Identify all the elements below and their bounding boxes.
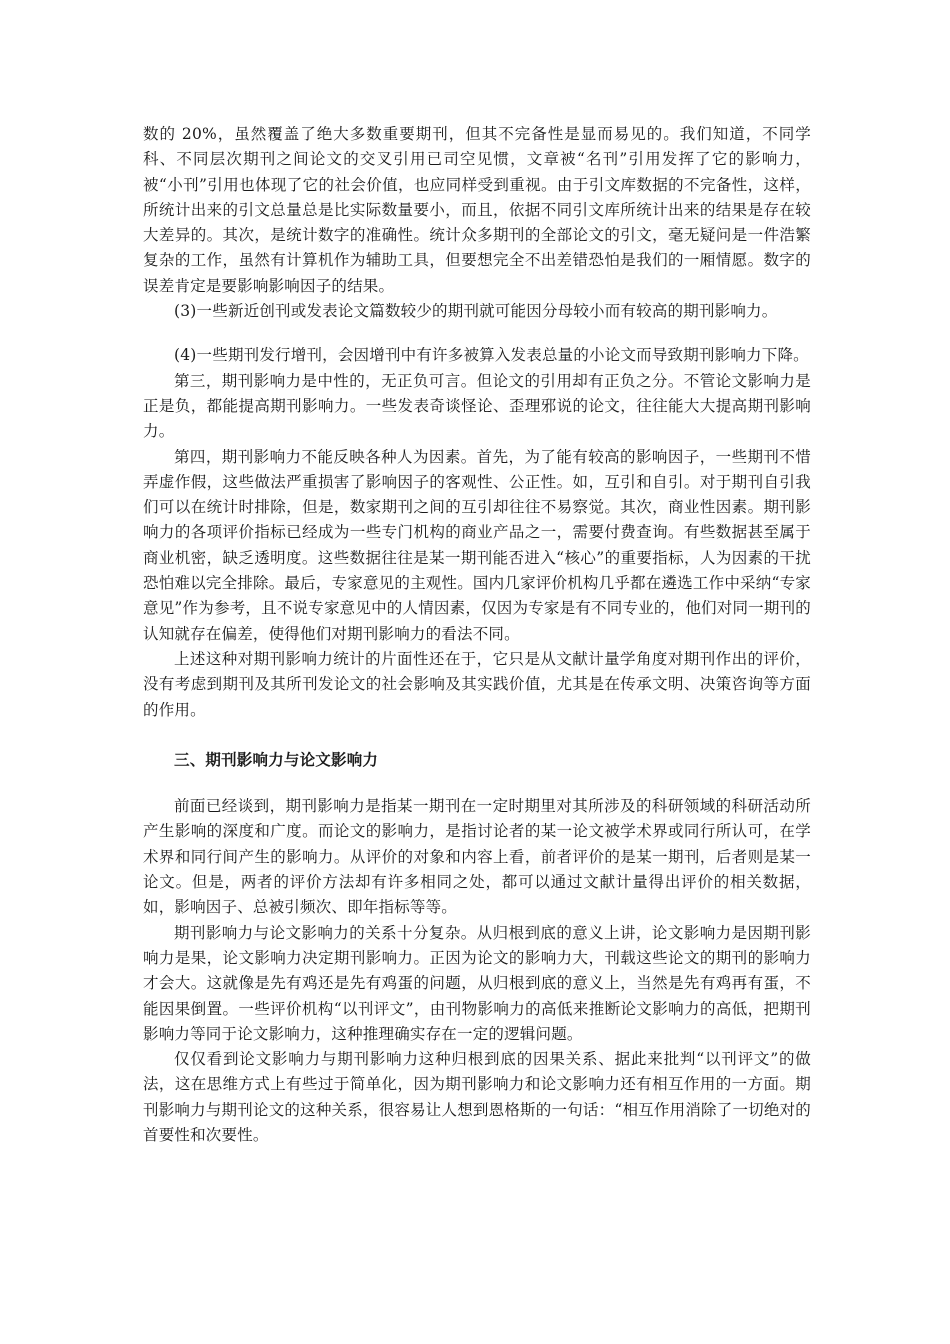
paragraph-definition: 前面已经谈到，期刊影响力是指某一期刊在一定时期里对其所涉及的科研领域的科研活动所产生影响的深度和广度。而论文的影响力，是指讨论者的某一论文被学术界或同行所认可，在学术界和同行间产生的影响力。从评价的对象和内容上看，前者评价的是某一期刊，后者则是某一论文。但是，两者的评价方法却有许多相同之处，都可以通过文献计量得出评价的相关数据，如，影响因子、总被引频次、即年指标等等。	[143, 797, 811, 917]
paragraph-item-3: (3)一些新近创刊或发表论文篇数较少的期刊就可能因分母较小而有较高的期刊影响力。	[174, 302, 778, 321]
paragraph-third: 第三，期刊影响力是中性的，无正负可言。但论文的引用却有正负之分。不管论文影响力是正是负，都能提高期刊影响力。一些发表奇谈怪论、歪理邪说的论文，往往能大大提高期刊影响力。	[143, 371, 811, 441]
paragraph-item-4: (4)一些期刊发行增刊，会因增刊中有许多被算入发表总量的小论文而导致期刊影响力下降。	[174, 346, 809, 365]
paragraph-relation: 期刊影响力与论文影响力的关系十分复杂。从归根到底的意义上讲，论文影响力是因期刊影响力是果，论文影响力决定期刊影响力。正因为论文的影响力大，刊载这些论文的期刊的影响力才会大。这就像是先有鸡还是先有鸡蛋的问题，从归根到底的意义上，当然是先有鸡再有蛋，不能因果倒置。一些评价机构“以刊评文”，由刊物影响力的高低来推断论文影响力的高低，把期刊影响力等同于论文影响力，这种推理确实存在一定的逻辑问题。	[143, 923, 811, 1043]
paragraph-engels: 仅仅看到论文影响力与期刊影响力这种归根到底的因果关系、据此来批判“以刊评文”的做法，这在思维方式上有些过于简单化，因为期刊影响力和论文影响力还有相互作用的一方面。期刊影响力与期刊论文的这种关系，很容易让人想到恩格斯的一句话：“相互作用消除了一切绝对的首要性和次要性。	[143, 1050, 811, 1144]
section-heading: 三、期刊影响力与论文影响力	[174, 749, 379, 769]
document-page	[143, 122, 811, 1148]
paragraph-fourth: 第四，期刊影响力不能反映各种人为因素。首先，为了能有较高的影响因子，一些期刊不惜弄虚作假，这些做法严重损害了影响因子的客观性、公正性。如，互引和自引。对于期刊自引我们可以在统计时排除，但是，数家期刊之间的互引却往往不易察觉。其次，商业性因素。期刊影响力的各项评价指标已经成为一些专门机构的商业产品之一，需要付费查询。有些数据甚至属于商业机密，缺乏透明度。这些数据往往是某一期刊能否进入“核心”的重要指标，人为因素的干扰恐怕难以完全排除。最后，专家意见的主观性。国内几家评价机构几乎都在遴选工作中采纳“专家意见”作为参考，且不说专家意见中的人情因素，仅因为专家是有不同专业的，他们对同一期刊的认知就存在偏差，使得他们对期刊影响力的看法不同。	[143, 447, 811, 643]
paragraph-summary: 上述这种对期刊影响力统计的片面性还在于，它只是从文献计量学角度对期刊作出的评价，没有考虑到期刊及其所刊发论文的社会影响及其实践价值，尤其是在传承文明、决策咨询等方面的作用。	[143, 649, 811, 719]
paragraph-continued: 数的 20%，虽然覆盖了绝大多数重要期刊，但其不完备性是显而易见的。我们知道，不同学科、不同层次期刊之间论文的交叉引用已司空见惯，文章被“名刊”引用发挥了它的影响力，被“小刊”引用也体现了它的社会价值，也应同样受到重视。由于引文库数据的不完备性，这样，所统计出来的引文总量总是比实际数量要小，而且，依据不同引文库所统计出来的结果是存在较大差异的。其次，是统计数字的准确性。统计众多期刊的全部论文的引文，毫无疑问是一件浩繁复杂的工作，虽然有计算机作为辅助工具，但要想完全不出差错恐怕是我们的一厢情愿。数字的误差肯定是要影响影响因子的结果。	[143, 125, 811, 295]
